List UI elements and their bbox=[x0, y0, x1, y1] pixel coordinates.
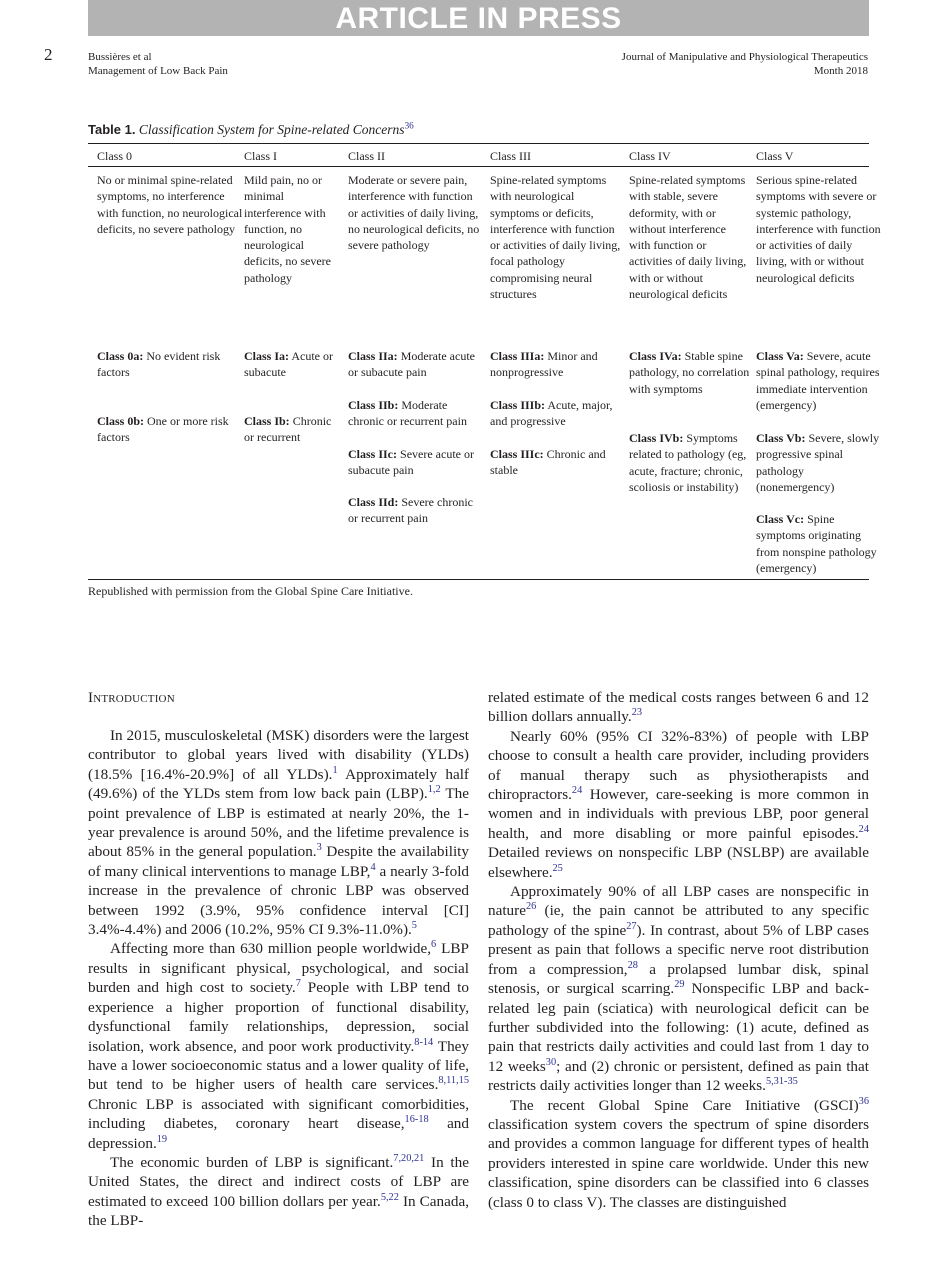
subclass-entry bbox=[629, 348, 750, 397]
body-paragraph: related estimate of the medical costs ranges between 6 and 12 billion dollars annually.$^{23}$ bbox=[488, 689, 869, 726]
citation-ref[interactable]: 6 bbox=[431, 939, 437, 951]
page-number: 2 bbox=[44, 45, 53, 64]
table-title-ref: 36 bbox=[404, 120, 414, 131]
subclass-text: No evident risk factors bbox=[97, 349, 221, 380]
table-note: Republished with permission from the Global Spine Care Initiative. bbox=[88, 584, 413, 598]
subclass-entry bbox=[97, 413, 243, 446]
article-in-press-banner: ARTICLE IN PRESS bbox=[88, 0, 869, 36]
citation-ref[interactable]: 16-18 bbox=[404, 1114, 429, 1126]
subclass-code: Class 0b: bbox=[97, 414, 145, 428]
column-header: Class I bbox=[244, 149, 277, 163]
subclass-entry bbox=[756, 511, 881, 576]
subclass-entry bbox=[348, 397, 485, 430]
subclass-code: Class IIIb: bbox=[490, 398, 546, 412]
subclass-entry bbox=[756, 430, 881, 495]
subclass-text: Severe, acute spinal pathology, requires immediate intervention (emergency) bbox=[756, 349, 880, 412]
subclass-text: Stable spine pathology, no correlation with symptoms bbox=[629, 349, 750, 396]
header-journal: Journal of Manipulative and Physiological Therapeutics bbox=[621, 51, 868, 63]
subclass-text: Acute, major, and progressive bbox=[490, 398, 613, 429]
subclass-code: Class IIIc: bbox=[490, 447, 544, 461]
citation-ref[interactable]: 24 bbox=[858, 823, 869, 835]
subclass-text: Chronic and stable bbox=[490, 447, 606, 478]
column-header: Class II bbox=[348, 149, 385, 163]
citation-ref[interactable]: 28 bbox=[627, 959, 638, 971]
subclass-text: Moderate chronic or recurrent pain bbox=[348, 398, 467, 429]
class-description: Moderate or severe pain, interference with function or activities of daily living, no neurological deficits, no severe pathology bbox=[348, 173, 480, 253]
class-description: Mild pain, no or minimal interference with function, no neurological deficits, no severe pathology bbox=[244, 173, 331, 285]
citation-ref[interactable]: 5,31-35 bbox=[765, 1076, 798, 1088]
citation-ref[interactable]: 1 bbox=[332, 764, 338, 776]
subclass-text: Moderate acute or subacute pain bbox=[348, 349, 475, 380]
subclass-entry bbox=[348, 446, 485, 479]
body-paragraph: The recent Global Spine Care Initiative (GSCI)$^{36}$ classification system covers the spectrum of spine disorders and provides a common language for different types of health providers interested in spine care worldwide. Under this new classification, spine disorders can be classified into 6 classes (class 0 to class V). The classes are distinguished bbox=[488, 1095, 869, 1211]
class-description: Serious spine-related symptoms with severe or systemic pathology, interference with function or activities of daily living, with or without neurological deficits bbox=[756, 173, 881, 285]
citation-ref[interactable]: 4 bbox=[370, 861, 376, 873]
subclass-text: Symptoms related to pathology (eg, acute, fracture; chronic, scoliosis or instability) bbox=[629, 431, 747, 494]
citation-ref[interactable]: 23 bbox=[631, 707, 643, 719]
subclass-code: Class IIc: bbox=[348, 447, 398, 461]
citation-ref[interactable]: 1,2 bbox=[427, 784, 441, 796]
class-description: No or minimal spine-related symptoms, no interference with function, no neurological deficits, no severe pathology bbox=[97, 173, 243, 236]
subclass-entry bbox=[97, 348, 243, 381]
citation-ref[interactable]: 3 bbox=[316, 842, 322, 854]
citation-ref[interactable]: 19 bbox=[156, 1133, 168, 1145]
subclass-entry bbox=[348, 348, 485, 381]
column-header: Class IV bbox=[629, 149, 671, 163]
citation-ref[interactable]: 27 bbox=[626, 920, 637, 932]
class-description: Spine-related symptoms with neurological symptoms or deficits, interference with function or activities of daily living, focal pathology compromising neural structures bbox=[490, 173, 621, 302]
table-bottom-rule bbox=[88, 579, 869, 580]
subclass-entry bbox=[756, 348, 881, 413]
table-label: Table 1. bbox=[88, 122, 136, 137]
running-header-right bbox=[622, 50, 868, 78]
subclass-text: Severe acute or subacute pain bbox=[348, 447, 474, 478]
body-paragraph: Approximately 90% of all LBP cases are nonspecific in nature$^{26}$ (ie, the pain cannot be attributed to any specific pathology of the spine$^{27}$). In contrast, about 5% of LBP cases present as pain that follows a specific nerve root distribution from a compression,$^{28}$ a prolapsed lumbar disk, spinal stenosis, or surgical scarring.$^{29}$ Nonspecific LBP and back-related leg pain (sciatica) with neurological deficit can be further subdivided into the following: (1) acute, defined as pain that restricts daily activities and could last from 1 day to 12 weeks$^{30}$; and (2) chronic or persistent, defined as pain that restricts daily activities longer than 12 weeks.$^{5,31-35}$ bbox=[488, 883, 870, 1095]
subclass-entry bbox=[490, 446, 623, 479]
subclass-text: Acute or subacute bbox=[244, 349, 334, 380]
subclass-code: Class IIa: bbox=[348, 349, 398, 363]
citation-ref[interactable]: 5,22 bbox=[380, 1191, 399, 1203]
subclass-code: Class IVa: bbox=[629, 349, 682, 363]
class-description: Spine-related symptoms with stable, severe deformity, with or without interference with function or activities of daily living, with or without neurological deficits bbox=[629, 173, 747, 302]
subclass-code: Class Va: bbox=[756, 349, 804, 363]
header-date: Month 2018 bbox=[813, 65, 868, 77]
table-caption bbox=[88, 122, 414, 138]
table-header-rule bbox=[88, 166, 869, 167]
subclass-text: One or more risk factors bbox=[97, 414, 229, 445]
subclass-code: Class IIb: bbox=[348, 398, 399, 412]
header-short-title: Management of Low Back Pain bbox=[88, 65, 228, 77]
subclass-entry bbox=[490, 397, 623, 430]
subclass-code: Class Ia: bbox=[244, 349, 290, 363]
subclass-text: Chronic or recurrent bbox=[244, 414, 332, 445]
body-paragraph: Nearly 60% (95% CI 32%-83%) of people with LBP choose to consult a health care provider, including providers of manual therapy such as physiotherapists and chiropractors.$^{24}$ However, care-seeking is more common in women and in individuals with previous LBP, poor general health, and more disabling or more painful episodes.$^{24}$ Detailed reviews on nonspecific LBP (NSLBP) are available elsewhere.$^{25}$ bbox=[488, 727, 869, 881]
section-heading-text: INTRODUCTION bbox=[88, 690, 175, 706]
subclass-code: Class IIIa: bbox=[490, 349, 545, 363]
column-header: Class 0 bbox=[97, 149, 133, 163]
citation-ref[interactable]: 30 bbox=[545, 1056, 557, 1068]
citation-ref[interactable]: 7,20,21 bbox=[393, 1152, 425, 1164]
subclass-entry bbox=[490, 348, 623, 381]
subclass-code: Class IVb: bbox=[629, 431, 684, 445]
column-header: Class III bbox=[490, 149, 531, 163]
citation-ref[interactable]: 26 bbox=[525, 901, 537, 913]
running-header-left bbox=[88, 50, 228, 78]
body-column-left bbox=[88, 726, 469, 1231]
subclass-entry bbox=[629, 430, 750, 495]
subclass-code: Class Vb: bbox=[756, 431, 806, 445]
table-title: Classification System for Spine-related Concerns bbox=[138, 122, 405, 137]
subclass-code: Class 0a: bbox=[97, 349, 144, 363]
subclass-code: Class IId: bbox=[348, 495, 399, 509]
citation-ref[interactable]: 8-14 bbox=[414, 1036, 434, 1048]
body-paragraph: Affecting more than 630 million people worldwide,$^6$ LBP results in significant physical, psychological, and social burden and high cost to society.$^7$ People with LBP tend to experience a higher proportion of functional disability, dysfunctional family relationships, depression, social isolation, work absence, and poor work productivity.$^{8-14}$ They have a lower socioeconomic status and a lower quality of life, but tend to be higher users of health care services.$^{8,11,15}$ Chronic LBP is associated with significant comorbidities, including diabetes, coronary heart disease,$^{16-18}$ and depression.$^{19}$ bbox=[88, 939, 469, 1152]
citation-ref[interactable]: 25 bbox=[552, 862, 563, 874]
section-heading bbox=[88, 690, 175, 707]
subclass-entry bbox=[244, 348, 344, 381]
subclass-code: Class Vc: bbox=[756, 512, 805, 526]
subclass-code: Class Ib: bbox=[244, 414, 290, 428]
citation-ref[interactable]: 8,11,15 bbox=[438, 1075, 469, 1087]
citation-ref[interactable]: 29 bbox=[674, 979, 685, 991]
subclass-text: Severe, slowly progressive spinal pathology (nonemergency) bbox=[756, 431, 880, 494]
body-paragraph: In 2015, musculoskeletal (MSK) disorders were the largest contributor to global years lived with disability (YLDs) (18.5% [16.4%-20.9%] of all YLDs).$^1$ Approximately half (49.6%) of the YLDs stem from low back pain (LBP).$^{1,2}$ The point prevalence of LBP is estimated at nearly 20%, the 1-year prevalence is around 50%, and the lifetime prevalence is about 85% in the general population.$^3$ Despite the availability of many clinical interventions to manage LBP,$^4$ a nearly 3-fold increase in the prevalence of chronic LBP was observed between 1992 (3.9%, 95% confidence interval [CI] 3.4%-4.4%) and 2006 (10.2%, 95% CI 9.3%-11.0%).$^5$ bbox=[88, 727, 470, 939]
column-header: Class V bbox=[756, 149, 794, 163]
citation-ref[interactable]: 24 bbox=[571, 784, 583, 796]
table-top-rule bbox=[88, 143, 869, 144]
citation-ref[interactable]: 36 bbox=[858, 1095, 869, 1107]
subclass-entry bbox=[244, 413, 344, 446]
body-column-right bbox=[488, 688, 869, 1212]
subclass-entry bbox=[348, 494, 485, 527]
body-paragraph: The economic burden of LBP is significant.$^{7,20,21}$ In the United States, the direct and indirect costs of LBP are estimated to exceed 100 billion dollars per year.$^{5,22}$ In Canada, the LBP- bbox=[88, 1152, 469, 1230]
subclass-text: Minor and nonprogressive bbox=[490, 349, 598, 380]
citation-ref[interactable]: 5 bbox=[411, 920, 417, 931]
citation-ref[interactable]: 7 bbox=[295, 978, 301, 990]
header-authors: Bussières et al bbox=[88, 51, 152, 63]
subclass-text: Severe chronic or recurrent pain bbox=[348, 495, 473, 526]
subclass-text: Spine symptoms originating from nonspine pathology (emergency) bbox=[756, 512, 877, 575]
